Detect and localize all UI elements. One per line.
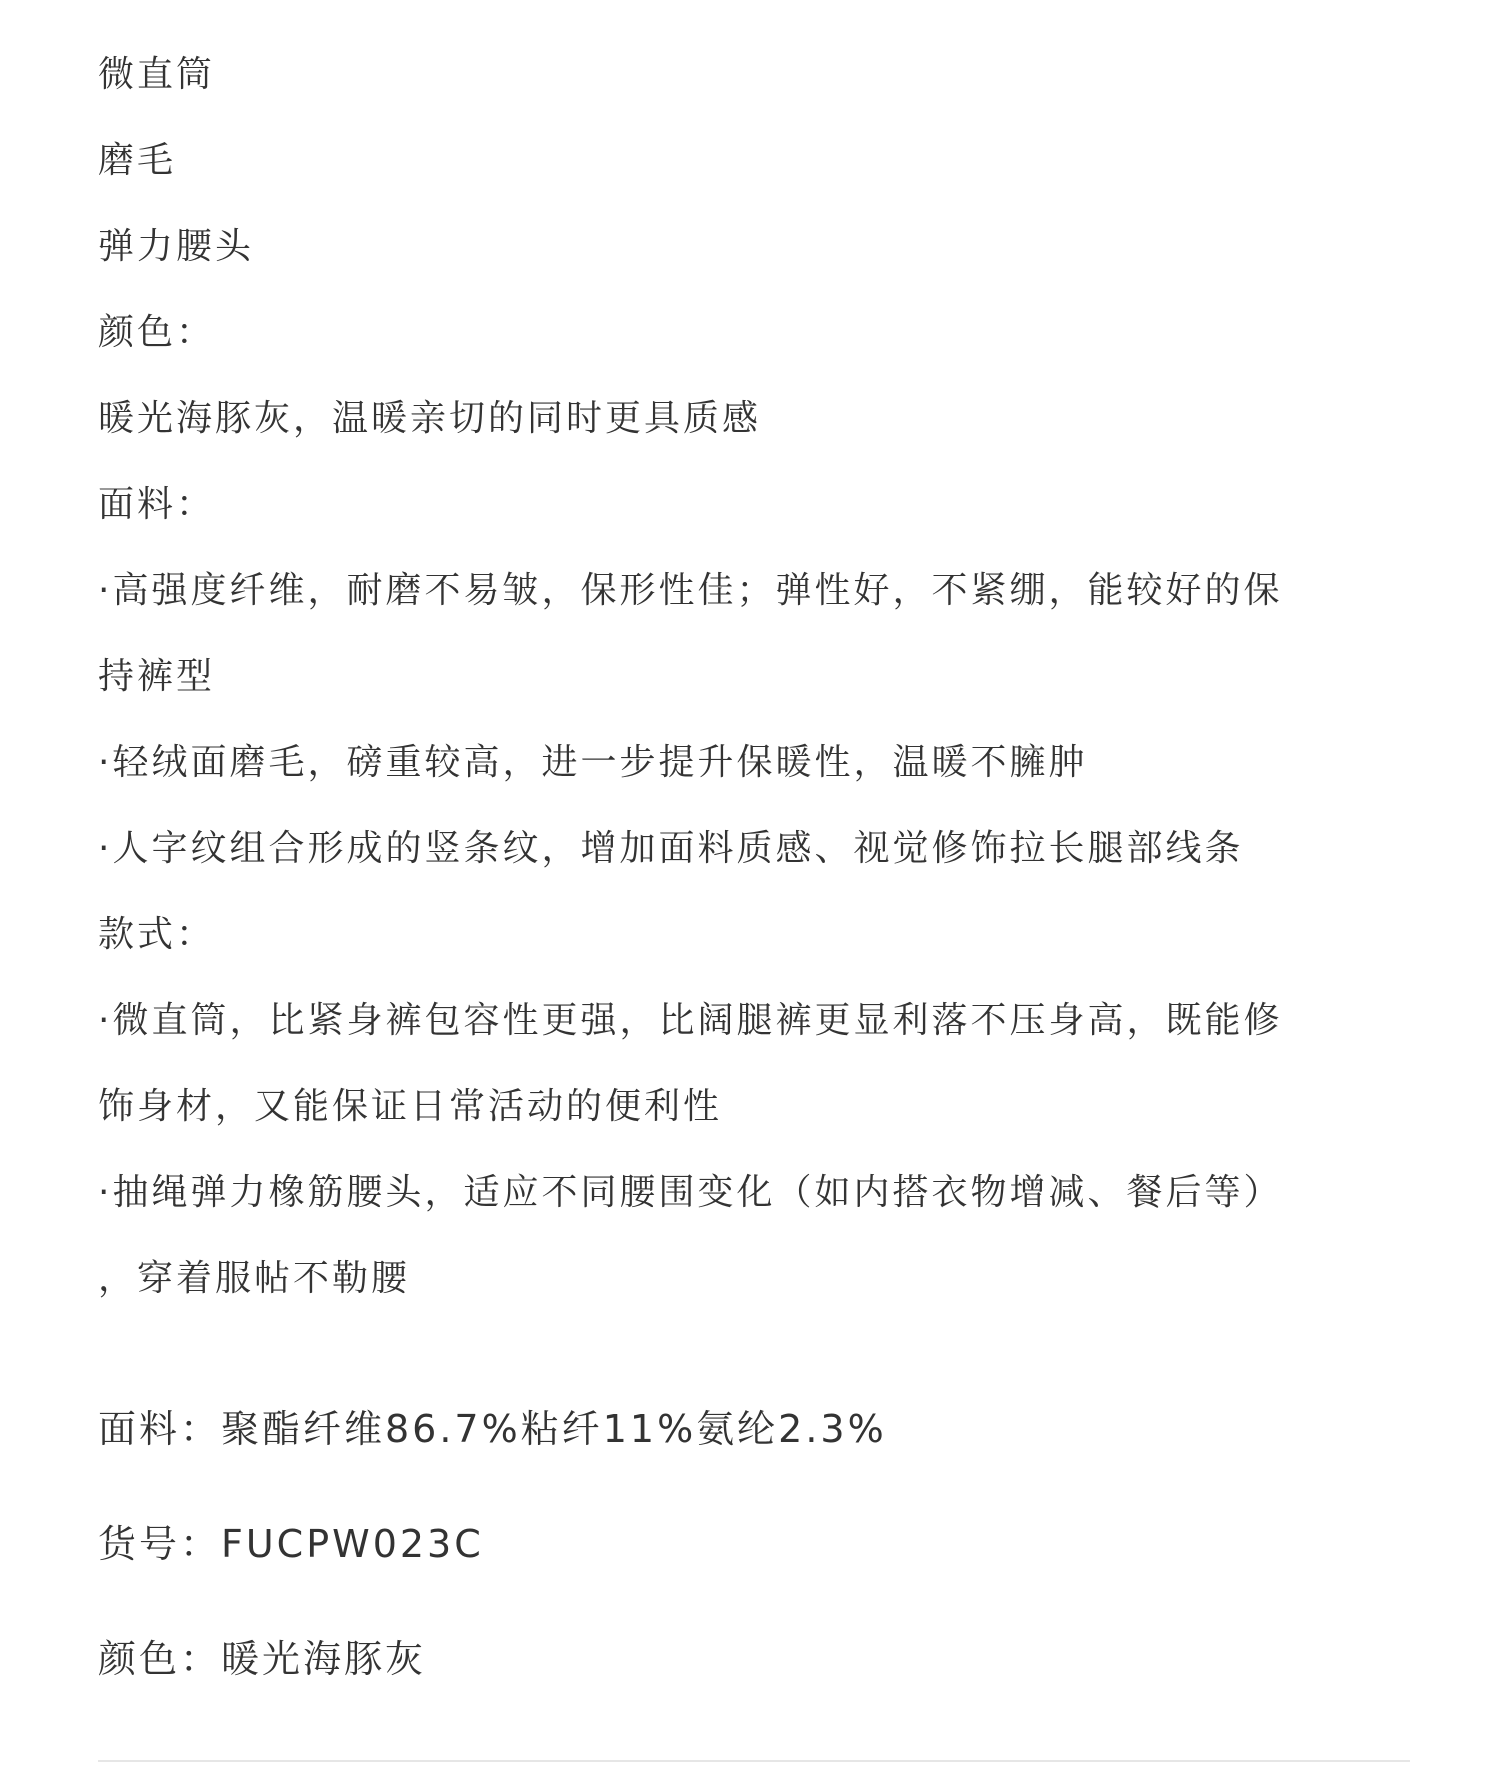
fabric-point-1: ·高强度纤维，耐磨不易皱，保形性佳；弹性好，不紧绷，能较好的保: [98, 570, 1283, 611]
style-point-2: ·抽绳弹力橡筋腰头，适应不同腰围变化（如内搭衣物增减、餐后等）: [98, 1172, 1283, 1213]
fabric-point-1-cont: 持裤型: [98, 656, 216, 697]
fabric-point-3: ·人字纹组合形成的竖条纹，增加面料质感、视觉修饰拉长腿部线条: [98, 828, 1244, 869]
feature-straight-leg: 微直筒: [98, 54, 216, 95]
spec-item-number: 货号：FUCPW023C: [98, 1522, 484, 1566]
style-point-2-cont: ，穿着服帖不勒腰: [98, 1258, 411, 1299]
color-heading: 颜色：: [98, 312, 216, 353]
color-description: 暖光海豚灰，温暖亲切的同时更具质感: [98, 398, 762, 439]
product-description: [98, 0, 1408, 1681]
style-point-1-cont: 饰身材，又能保证日常活动的便利性: [98, 1086, 723, 1127]
style-heading: 款式：: [98, 914, 216, 955]
spec-fabric: 面料：聚酯纤维86.7%粘纤11%氨纶2.3%: [98, 1407, 887, 1451]
feature-elastic-waist: 弹力腰头: [98, 226, 255, 267]
fabric-point-2: ·轻绒面磨毛，磅重较高，进一步提升保暖性，温暖不臃肿: [98, 742, 1088, 783]
style-point-1: ·微直筒，比紧身裤包容性更强，比阔腿裤更显利落不压身高，既能修: [98, 1000, 1283, 1041]
fabric-heading: 面料：: [98, 484, 216, 525]
spec-color: 颜色：暖光海豚灰: [98, 1637, 427, 1681]
feature-brushed: 磨毛: [98, 140, 177, 181]
divider: [98, 1760, 1410, 1762]
